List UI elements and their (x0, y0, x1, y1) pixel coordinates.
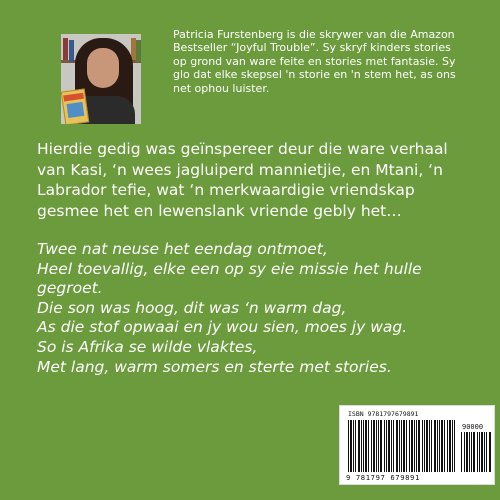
price-code: 90000 (462, 423, 484, 431)
barcode-bar (449, 420, 451, 472)
barcode-bar (429, 420, 430, 472)
barcode-bar (393, 420, 394, 472)
barcode-bar (386, 420, 387, 472)
barcode-addon-bars (461, 432, 491, 472)
barcode-bar (437, 420, 438, 472)
barcode-bar (469, 432, 470, 472)
author-face (87, 48, 119, 88)
poem-line: Die son was hoog, dit was ‘n warm dag, (37, 298, 347, 317)
barcode-bar (376, 420, 377, 472)
barcode-box (339, 405, 495, 485)
author-bio: Patricia Furstenberg is die skrywer van die Amazon Bestseller “Joyful Trouble”. Sy skryf kinders stories op grond van ware feite en stories met fantasie. Sy glo dat elke skepsel 'n storie en 'n stem het, as ons net ophou luister. (173, 28, 456, 95)
barcode-bar (403, 420, 405, 472)
barcode-bar (365, 420, 367, 472)
barcode-bar (426, 420, 428, 472)
barcode-bar (489, 432, 491, 472)
barcode-bar (473, 432, 475, 472)
barcode-bar (454, 420, 455, 472)
barcode-bar (411, 420, 413, 472)
barcode-bar (484, 432, 485, 472)
barcode-bar (391, 420, 392, 472)
barcode-bar (481, 432, 483, 472)
barcode-bar (444, 420, 445, 472)
barcode-bar (348, 420, 349, 472)
barcode-bar (418, 420, 420, 472)
barcode-bar (422, 420, 423, 472)
barcode-bar (447, 420, 448, 472)
poem-line: Twee nat neuse het eendag ontmoet, (37, 240, 328, 258)
barcode-bar (486, 432, 487, 472)
barcode-bar (373, 420, 375, 472)
barcode-bar (371, 420, 372, 472)
barcode-bar (358, 420, 360, 472)
poem-line: So is Afrika se wilde vlaktes, (37, 337, 258, 356)
poem-line: Heel toevallig, elke een op sy eie missie het hulle gegroet. (37, 259, 422, 298)
barcode-bar (424, 420, 425, 472)
barcode-bar (471, 432, 472, 472)
isbn-label: ISBN 9781797679891 (348, 410, 419, 418)
barcode-bar (350, 420, 352, 472)
author-photo (61, 34, 141, 124)
barcode-bar (406, 420, 407, 472)
barcode-bar (380, 420, 382, 472)
barcode-bar (477, 432, 478, 472)
barcode-bar (464, 432, 465, 472)
barcode-bar (388, 420, 390, 472)
barcode-bar (384, 420, 385, 472)
barcode-bar (479, 432, 480, 472)
barcode-bar (409, 420, 410, 472)
barcode-bar (353, 420, 354, 472)
barcode-bar (396, 420, 398, 472)
barcode-bar (399, 420, 400, 472)
barcode-bar (416, 420, 417, 472)
barcode-bar (461, 432, 462, 472)
barcode-bar (439, 420, 440, 472)
barcode-bar (452, 420, 453, 472)
barcode-bar (355, 420, 356, 472)
book-cover-thumbnail (61, 88, 89, 124)
barcode-bar (368, 420, 369, 472)
poem-line: Met lang, warm somers en sterte met stories. (37, 357, 392, 376)
poem (37, 240, 467, 377)
barcode-bar (441, 420, 443, 472)
barcode-digits: 9 781797 679891 (346, 473, 420, 482)
barcode-bar (434, 420, 436, 472)
barcode-bar (466, 432, 468, 472)
barcode-bar (401, 420, 402, 472)
intro-paragraph: Hierdie gedig was geïnspereer deur die ware verhaal van Kasi, ‘n wees jagluiperd mannietjie, en Mtani, ‘n Labrador tefie, wat ‘n merkwaardigie vriendskap gesmee het en lewenslank vriende gebly het… (37, 140, 448, 220)
barcode-bar (378, 420, 379, 472)
barcode-bar (361, 420, 362, 472)
barcode-bar (414, 420, 415, 472)
barcode-bar (431, 420, 432, 472)
barcode-bar (363, 420, 364, 472)
barcode-bars (348, 420, 456, 472)
poem-line: As die stof opwaai en jy wou sien, moes jy wag. (37, 318, 408, 337)
